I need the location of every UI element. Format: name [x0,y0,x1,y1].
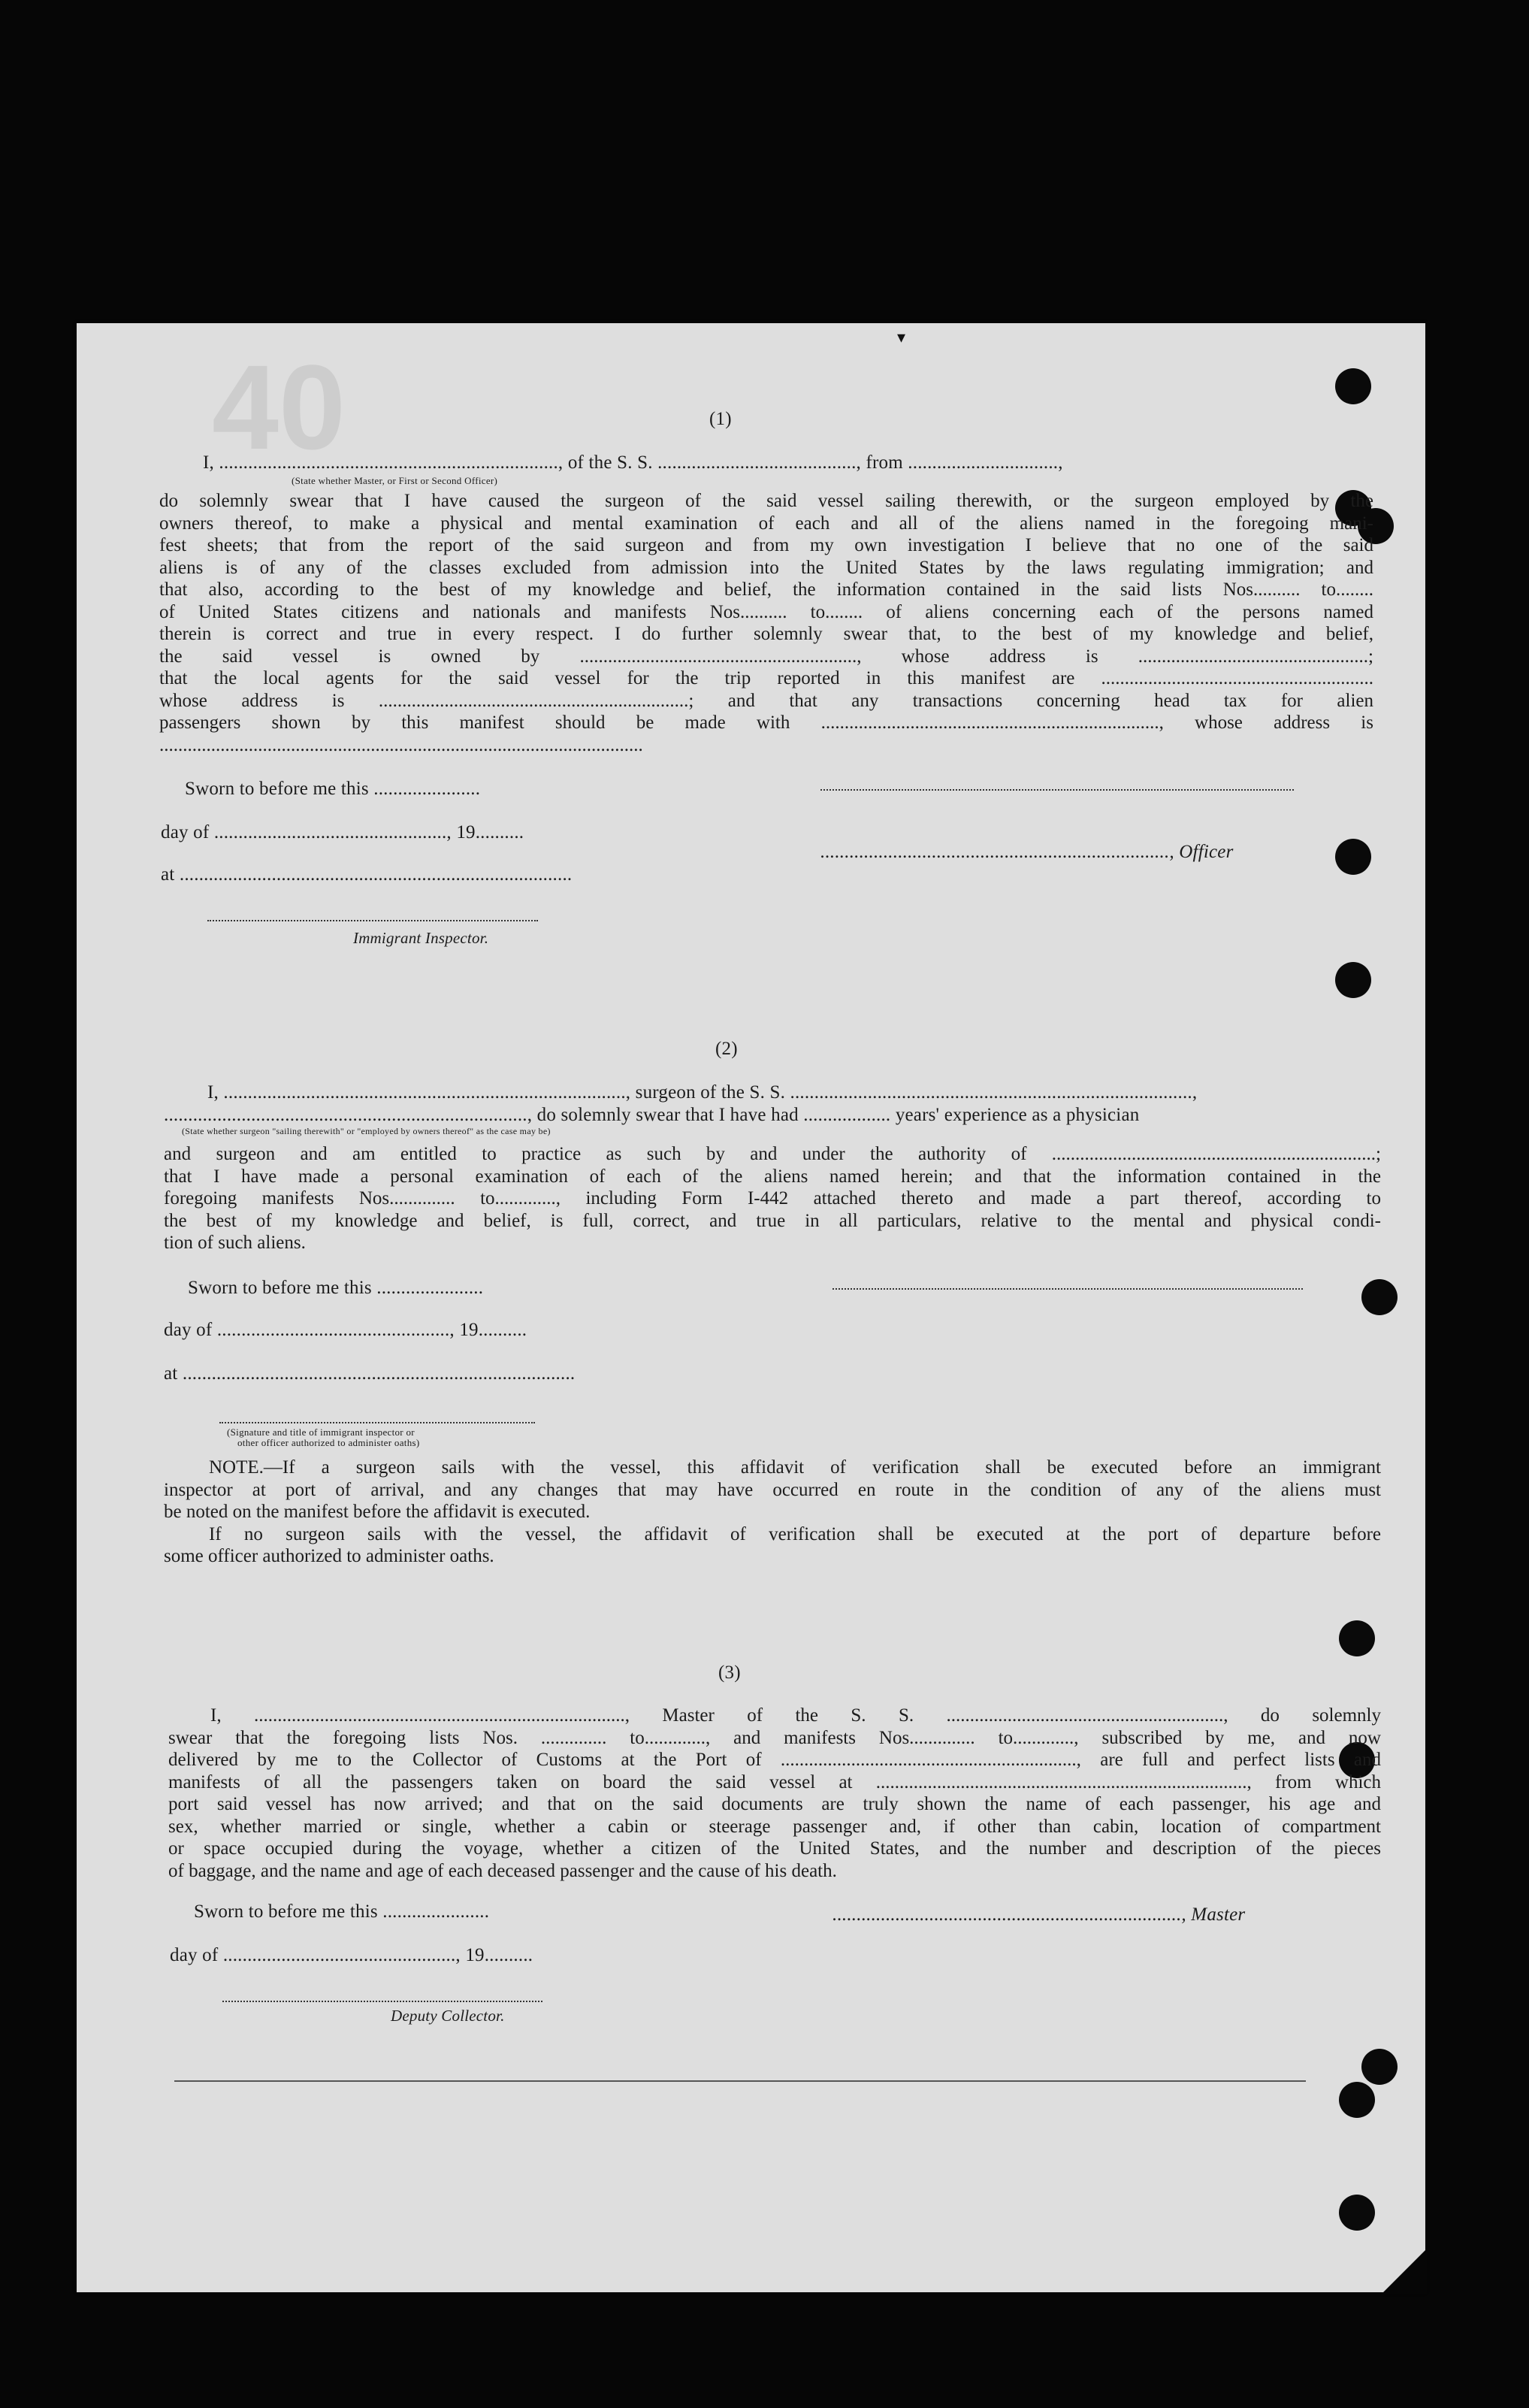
body-line: port said vessel has now arrived; and that on the said documents are truly shown the name of each passenger, his age and [168,1794,1381,1814]
signature-line [832,1288,1303,1290]
body-line: therein is correct and true in every respect. I do further solemnly swear that, to the best of my knowledge and belief, [159,624,1373,644]
section-number: (1) [709,409,732,429]
signature-caption: other officer authorized to administer oaths) [237,1437,420,1448]
body-line: owners thereof, to make a physical and mental examination of each and all of the aliens named in the foregoing mani- [159,513,1373,534]
body-line: that the local agents for the said vessel for the trip reported in this manifest are .......................................................... [159,668,1373,688]
body-line: that also, according to the best of my knowledge and belief, the information contained in the said lists Nos.......... to........ [159,579,1373,600]
field-caption: (State whether Master, or First or Second Officer) [292,475,498,486]
body-line: manifests of all the passengers taken on board the said vessel at ..............................................................................., from which [168,1771,1381,1792]
body-line: delivered by me to the Collector of Customs at the Port of ..............................................................., are full and perfect lists and [168,1750,1381,1770]
note-line: be noted on the manifest before the affidavit is executed. [164,1502,591,1522]
place-line: at ................................................................................. [161,864,573,885]
body-line: fest sheets; that from the report of the said surgeon and from my own investigation I believe that no one of the said [159,535,1373,555]
note-block [164,1457,1381,1568]
body-line: I, ..............................................................................., Master of the S. S. ..........................................................., do solemnly [210,1705,1381,1726]
oath-line: I, ..................................................................................., surgeon of the S. S. ..................................................................................., [207,1082,1198,1103]
inspector-signature-line [207,920,538,921]
body-line: the said vessel is owned by ..........................................................., whose address is .................................................; [159,646,1373,667]
punch-hole-icon [1335,962,1371,998]
affidavit-body [164,1143,1381,1254]
body-line: sex, whether married or single, whether a cabin or steerage passenger and, if other than cabin, location of compartment [168,1816,1381,1837]
body-line: that I have made a personal examination of each of the aliens named herein; and that the information contained in the [164,1166,1381,1187]
body-line: whose address is ..................................................................; and that any transactions concerning head tax for alien [159,690,1373,711]
body-line: passengers shown by this manifest should be made with ........................................................................, whose address is [159,712,1373,733]
bottom-rule [174,2080,1306,2082]
body-line: and surgeon and am entitled to practice as such by and under the authority of .....................................................................; [164,1144,1381,1164]
section-number: (3) [718,1662,741,1683]
collector-signature-line [222,2001,542,2002]
affidavit-body [159,490,1373,756]
body-line: ....................................................................................................... [159,734,643,755]
inspector-caption: Immigrant Inspector. [353,929,489,947]
punch-hole-icon [1339,1620,1375,1656]
body-line: of baggage, and the name and age of each deceased passenger and the cause of his death. [168,1860,837,1881]
punch-hole-icon [1361,2049,1398,2085]
punch-hole-icon [1361,1279,1398,1315]
affidavit-body [168,1705,1381,1882]
bleed-through-mark: 40 [212,340,346,474]
date-line: day of ................................................, 19.......... [161,822,524,842]
body-line: swear that the foregoing lists Nos. .............. to............., and manifests Nos.............. to............., subscribed by me, and now [168,1727,1381,1748]
signature-line [820,789,1294,791]
ink-mark: ▾ [897,328,906,346]
body-line: the best of my knowledge and belief, is full, correct, and true in all particulars, relative to the mental and physical condi- [164,1210,1381,1231]
master-signature-line: ........................................................................, Master [832,1904,1246,1925]
body-line: tion of such aliens. [164,1233,306,1253]
note-line: NOTE.—If a surgeon sails with the vessel, this affidavit of verification shall be executed before an immigrant [209,1457,1381,1478]
body-line: of United States citizens and nationals and manifests Nos.......... to........ of aliens concerning each of the persons named [159,601,1373,622]
sworn-line: Sworn to before me this ...................... [194,1901,490,1922]
punch-hole-icon [1339,2195,1375,2231]
sworn-line: Sworn to before me this ...................... [185,779,481,799]
date-line: day of ................................................, 19.......... [170,1945,533,1965]
punch-hole-icon [1335,368,1371,404]
body-line: or space occupied during the voyage, whether a citizen of the United States, and the number and description of the pieces [168,1838,1381,1859]
punch-hole-icon [1335,839,1371,875]
note-line: inspector at port of arrival, and any changes that may have occurred en route in the condition of any of the aliens must [164,1479,1381,1500]
date-line: day of ................................................, 19.......... [164,1320,527,1340]
field-caption: (State whether surgeon "sailing therewith" or "employed by owners thereof" as the case may be) [182,1126,551,1136]
officer-signature-line: ........................................................................, Officer [820,842,1234,862]
body-line: do solemnly swear that I have caused the surgeon of the said vessel sailing therewith, or the surgeon employed by the [159,491,1373,511]
body-line: aliens is of any of the classes excluded from admission into the United States by the laws regulating immigration; and [159,557,1373,578]
sworn-line: Sworn to before me this ...................... [188,1278,484,1298]
note-line: some officer authorized to administer oaths. [164,1546,494,1566]
signature-line [219,1422,535,1423]
section-number: (2) [715,1039,738,1059]
oath-line: I, ......................................................................, of the S. S. ........................................., from ..............................., [203,452,1063,473]
signature-caption: (Signature and title of immigrant inspector or [227,1426,415,1438]
form-page [77,323,1425,2292]
oath-line: ..........................................................................., do solemnly swear that I have had .................. years' experience as a physician [164,1105,1140,1125]
note-line: If no surgeon sails with the vessel, the affidavit of verification shall be executed at the port of departure before [209,1523,1381,1544]
collector-caption: Deputy Collector. [391,2007,505,2025]
place-line: at ................................................................................. [164,1363,576,1384]
punch-hole-icon [1339,2082,1375,2118]
body-line: foregoing manifests Nos.............. to............., including Form I-442 attached thereto and made a part thereof, according to [164,1188,1381,1209]
